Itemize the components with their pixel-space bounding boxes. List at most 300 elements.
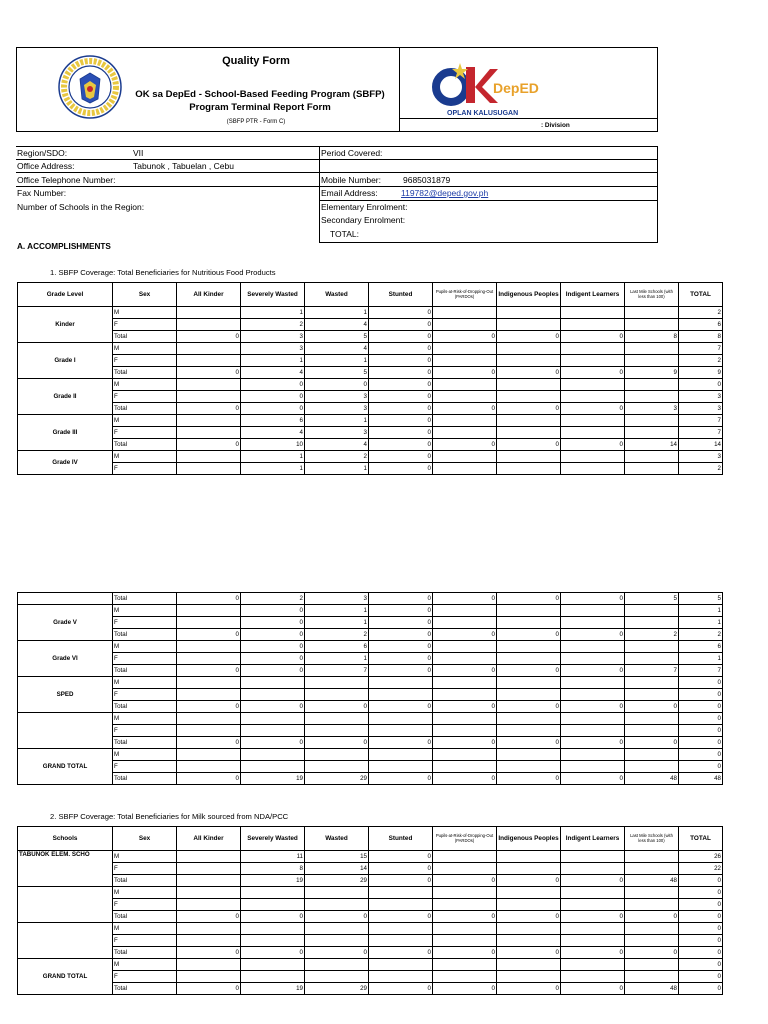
value-cell: 7 [679,343,723,355]
value-cell: 0 [679,677,723,689]
table-row [18,319,723,331]
value-cell: 0 [241,737,305,749]
value-cell [561,653,625,665]
value-cell: 0 [305,911,369,923]
column-header: Wasted [305,827,369,851]
value-cell: 6 [679,319,723,331]
value-cell: 0 [433,665,497,677]
value-cell: 0 [679,959,723,971]
mobile-value: 9685031879 [403,175,451,185]
value-cell: 0 [369,415,433,427]
value-cell: 0 [433,983,497,995]
value-cell: 3 [305,403,369,415]
table-row [18,725,723,737]
value-cell [561,319,625,331]
value-cell: 1 [241,307,305,319]
value-cell [625,605,679,617]
value-cell [497,415,561,427]
sex-cell: F [113,971,177,983]
value-cell [433,463,497,475]
value-cell [177,725,241,737]
sex-cell: F [113,899,177,911]
value-cell [433,653,497,665]
value-cell [561,355,625,367]
program-title-line2: Program Terminal Report Form [189,102,331,113]
value-cell: 0 [561,665,625,677]
value-cell [305,761,369,773]
value-cell: 1 [679,617,723,629]
value-cell: 29 [305,773,369,785]
value-cell: 5 [625,593,679,605]
value-cell [561,761,625,773]
value-cell [433,307,497,319]
value-cell: 0 [241,665,305,677]
value-cell [625,887,679,899]
value-cell [433,863,497,875]
value-cell [497,451,561,463]
column-header: Last Mile Schools (with less than 100) [625,283,679,307]
value-cell: 4 [305,343,369,355]
value-cell: 2 [679,463,723,475]
value-cell [625,899,679,911]
column-header: All Kinder [177,827,241,851]
value-cell [625,959,679,971]
fax-label: Fax Number: [17,188,67,198]
value-cell [305,923,369,935]
value-cell [561,959,625,971]
value-cell [625,653,679,665]
table-row [18,971,723,983]
value-cell [369,971,433,983]
value-cell: 0 [369,331,433,343]
value-cell [497,725,561,737]
sex-cell: Total [113,983,177,995]
sex-cell: Total [113,439,177,451]
value-cell: 0 [241,617,305,629]
sex-cell: Total [113,629,177,641]
value-cell [241,749,305,761]
row-group-label: Kinder [18,307,113,343]
column-header: Wasted [305,283,369,307]
value-cell: 7 [305,665,369,677]
table-row [18,863,723,875]
table-row [18,307,723,319]
value-cell: 0 [497,773,561,785]
row-group-label [18,713,113,749]
table-row [18,677,723,689]
row-group-label: Grade VI [18,641,113,677]
info-line-6 [319,242,658,243]
value-cell [177,875,241,887]
value-cell [625,749,679,761]
value-cell [305,971,369,983]
value-cell: 22 [679,863,723,875]
value-cell: 9 [625,367,679,379]
column-header: Indigent Learners [561,827,625,851]
value-cell: 0 [369,343,433,355]
table-row [18,983,723,995]
value-cell [497,391,561,403]
value-cell: 11 [241,851,305,863]
value-cell: 8 [241,863,305,875]
value-cell: 1 [241,451,305,463]
value-cell: 0 [433,737,497,749]
value-cell: 0 [561,367,625,379]
value-cell: 0 [305,947,369,959]
value-cell [497,463,561,475]
value-cell [369,899,433,911]
sex-cell: F [113,761,177,773]
value-cell: 4 [241,427,305,439]
value-cell [433,713,497,725]
value-cell [497,713,561,725]
value-cell [241,971,305,983]
value-cell: 0 [177,367,241,379]
tel-label: Office Telephone Number: [17,175,116,185]
value-cell: 5 [679,593,723,605]
sex-cell: M [113,641,177,653]
value-cell: 0 [497,403,561,415]
value-cell [497,641,561,653]
sex-cell: M [113,451,177,463]
table-row [18,875,723,887]
value-cell: 0 [241,653,305,665]
value-cell [305,887,369,899]
column-header: Severely Wasted [241,283,305,307]
value-cell: 0 [369,427,433,439]
table-row [18,653,723,665]
table1-title: 1. SBFP Coverage: Total Beneficiaries for Nutritious Food Products [50,268,276,277]
value-cell: 0 [369,911,433,923]
value-cell: 3 [241,331,305,343]
value-cell: 6 [305,641,369,653]
column-header: Stunted [369,827,433,851]
value-cell: 19 [241,773,305,785]
value-cell [433,749,497,761]
value-cell: 0 [679,379,723,391]
value-cell [625,851,679,863]
table-row [18,935,723,947]
sex-cell: F [113,391,177,403]
value-cell [625,617,679,629]
value-cell [369,935,433,947]
value-cell [625,761,679,773]
value-cell: 10 [241,439,305,451]
table-row [18,331,723,343]
value-cell [561,641,625,653]
table-row [18,911,723,923]
table-row [18,367,723,379]
value-cell [177,415,241,427]
sex-cell: F [113,463,177,475]
value-cell: 1 [305,653,369,665]
info-divider [319,146,320,242]
value-cell: 0 [679,689,723,701]
value-cell [561,427,625,439]
region-label: Region/SDO: [17,148,68,158]
value-cell [241,899,305,911]
value-cell: 19 [241,983,305,995]
value-cell: 2 [241,593,305,605]
value-cell [561,713,625,725]
value-cell: 19 [241,875,305,887]
value-cell: 0 [241,911,305,923]
value-cell: 6 [679,641,723,653]
value-cell: 3 [679,451,723,463]
value-cell [561,725,625,737]
value-cell [625,343,679,355]
value-cell [433,355,497,367]
value-cell: 2 [241,319,305,331]
email-link[interactable]: 119782@deped.gov.ph [401,188,489,198]
table-row [18,887,723,899]
sex-cell: M [113,677,177,689]
email-label: Email Address: [321,188,378,198]
value-cell: 1 [241,463,305,475]
sex-cell: F [113,725,177,737]
value-cell [241,935,305,947]
value-cell: 48 [679,773,723,785]
value-cell: 0 [369,391,433,403]
value-cell: 3 [305,391,369,403]
value-cell: 6 [241,415,305,427]
value-cell [561,307,625,319]
value-cell: 0 [369,355,433,367]
sex-cell: M [113,379,177,391]
value-cell: 0 [561,629,625,641]
value-cell [177,863,241,875]
column-header: Pupils-at-Risk-of-Dropping-Out (PARDOs) [433,283,497,307]
value-cell [305,725,369,737]
value-cell [433,415,497,427]
value-cell: 9 [679,367,723,379]
value-cell: 29 [305,875,369,887]
table-row [18,773,723,785]
sex-cell: F [113,427,177,439]
value-cell [625,971,679,983]
table-row [18,379,723,391]
column-header: TOTAL [679,283,723,307]
table-row [18,701,723,713]
value-cell: 0 [241,379,305,391]
value-cell: 1 [305,415,369,427]
value-cell [177,355,241,367]
value-cell [177,899,241,911]
mobile-label: Mobile Number: [321,175,381,185]
column-header: Schools [18,827,113,851]
table-row [18,415,723,427]
value-cell: 0 [433,403,497,415]
table-row [18,593,723,605]
value-cell [497,319,561,331]
sec-label: Secondary Enrolment: [321,215,406,225]
value-cell [177,391,241,403]
info-right-border [657,146,658,242]
value-cell [625,355,679,367]
value-cell: 0 [241,701,305,713]
value-cell: 0 [561,947,625,959]
form-code: (SBFP PTR - Form C) [226,119,286,125]
value-cell: 0 [679,947,723,959]
value-cell [433,451,497,463]
value-cell: 15 [305,851,369,863]
info-line-5 [319,200,658,201]
value-cell [369,749,433,761]
value-cell: 0 [561,875,625,887]
table-row [18,403,723,415]
sex-cell: F [113,935,177,947]
value-cell [177,923,241,935]
value-cell [177,343,241,355]
value-cell: 0 [305,737,369,749]
value-cell: 3 [625,403,679,415]
value-cell: 1 [241,355,305,367]
value-cell [177,307,241,319]
value-cell: 7 [679,415,723,427]
value-cell [433,391,497,403]
value-cell: 0 [561,737,625,749]
value-cell: 0 [561,331,625,343]
value-cell: 0 [177,403,241,415]
value-cell: 14 [305,863,369,875]
row-group-label: Grade II [18,379,113,415]
value-cell: 0 [369,665,433,677]
table-row [18,923,723,935]
value-cell: 8 [679,331,723,343]
value-cell: 0 [561,593,625,605]
value-cell [305,899,369,911]
value-cell: 0 [497,875,561,887]
value-cell: 0 [679,725,723,737]
header-logo-underline [399,118,658,119]
value-cell: 0 [497,439,561,451]
value-cell: 0 [433,367,497,379]
value-cell: 0 [497,947,561,959]
value-cell [625,391,679,403]
value-cell [625,923,679,935]
row-group-label: Grade V [18,605,113,641]
value-cell: 0 [177,439,241,451]
value-cell [497,761,561,773]
value-cell: 0 [679,875,723,887]
table1-part1 [17,282,723,475]
value-cell [177,971,241,983]
value-cell [369,677,433,689]
sex-cell: Total [113,701,177,713]
sex-cell: F [113,617,177,629]
table-header-row [18,827,723,851]
value-cell [561,379,625,391]
value-cell [497,851,561,863]
value-cell [241,761,305,773]
value-cell [433,851,497,863]
value-cell: 0 [497,983,561,995]
value-cell [497,899,561,911]
column-header: Sex [113,283,177,307]
value-cell: 0 [433,701,497,713]
sex-cell: M [113,923,177,935]
value-cell: 0 [433,773,497,785]
table-row [18,665,723,677]
row-group-label: SPED [18,677,113,713]
value-cell: 48 [625,875,679,887]
value-cell: 1 [305,463,369,475]
value-cell: 3 [679,403,723,415]
value-cell [561,851,625,863]
value-cell: 0 [369,319,433,331]
division-label: : Division [541,122,570,129]
value-cell [305,749,369,761]
value-cell: 0 [561,983,625,995]
value-cell [433,761,497,773]
value-cell [433,427,497,439]
sex-cell: Total [113,947,177,959]
value-cell: 0 [177,593,241,605]
table-row [18,689,723,701]
value-cell [177,319,241,331]
table1-part2 [17,592,723,785]
value-cell [241,923,305,935]
value-cell: 0 [679,911,723,923]
row-group-label: GRAND TOTAL [18,749,113,785]
value-cell: 0 [177,947,241,959]
sex-cell: M [113,415,177,427]
value-cell: 0 [561,701,625,713]
value-cell: 0 [369,367,433,379]
value-cell: 0 [177,773,241,785]
table-row [18,427,723,439]
value-cell: 0 [679,737,723,749]
value-cell: 0 [433,947,497,959]
value-cell [497,887,561,899]
value-cell: 0 [369,307,433,319]
value-cell [177,851,241,863]
value-cell: 0 [369,617,433,629]
value-cell: 0 [241,403,305,415]
row-group-label [18,923,113,959]
value-cell [497,971,561,983]
value-cell: 5 [305,367,369,379]
value-cell [433,379,497,391]
value-cell [433,319,497,331]
value-cell [433,343,497,355]
value-cell: 0 [241,641,305,653]
value-cell: 5 [305,331,369,343]
value-cell: 0 [497,665,561,677]
value-cell: 0 [625,701,679,713]
sex-cell: M [113,605,177,617]
table-row [18,947,723,959]
value-cell [433,899,497,911]
value-cell [625,451,679,463]
value-cell [561,415,625,427]
column-header: Stunted [369,283,433,307]
value-cell: 0 [177,983,241,995]
value-cell [433,617,497,629]
table-row [18,899,723,911]
value-cell [369,959,433,971]
value-cell: 1 [305,617,369,629]
value-cell: 0 [497,629,561,641]
value-cell: 1 [305,605,369,617]
value-cell [561,689,625,701]
value-cell: 0 [561,439,625,451]
logo-subtitle: OPLAN KALUSUGAN [447,110,519,117]
sex-cell: M [113,343,177,355]
sex-cell: F [113,355,177,367]
value-cell: 0 [561,773,625,785]
value-cell: 0 [497,367,561,379]
